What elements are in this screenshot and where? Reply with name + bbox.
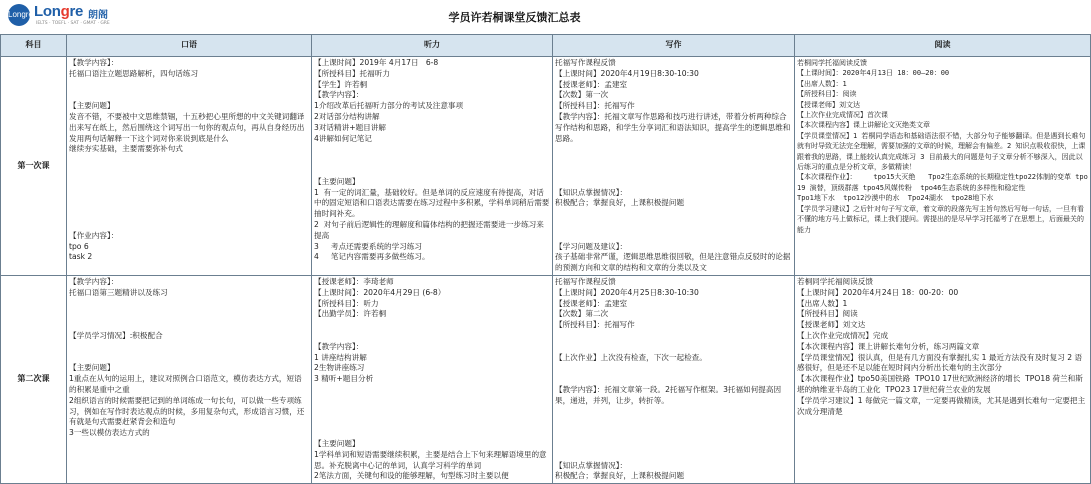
table-header-row (1, 35, 1091, 57)
feedback-table (0, 34, 1091, 484)
table-row (1, 57, 1091, 276)
writing-cell (553, 57, 795, 276)
cell-text: 【教学内容】： 托福口语注立题思路解析，四句话练习 【主要问题】 发音不错，不要被中文思维禁锢，十五秒把心里所想的中文关键词翻译出来写在纸上，然后围绕这个词写出一句你的观点句，再从自身经历出发用两句话解释一下这个词对你来说到底是什么 继续夯实基础，主要需要弥补句式 【作业内容】： tpo 6 task 2 (69, 58, 305, 262)
table-row (1, 276, 1091, 484)
listening-cell (312, 57, 553, 276)
row-label: 第二次课 (1, 276, 67, 484)
speaking-cell (67, 276, 312, 484)
cell-text: 若桐同学托福阅读反馈 【上课时间】：2020年4月13日 18：00—20：00 【出席人数】：1 【所授科目】：阅读 【授课老师】刘文达 【上次作业完成情况】首次课 【本次课程内容】课上讲解论文灭绝类文章 【学员课堂情况】1 若桐同学语态和基础语法很不错，大部分句子能够翻译。但是遇到长难句就有时导致无法完全理解，需要加强的文章的时候，理解会有偏差。2 知识点吸收很快，上课跟着我的思路，课上能较认真完成练习 3 目前最大的问题是句子文章分析不够深入，因此以后练习的重点是分析文章，多做精读！ 【本次课程作业】： tpo15大灭绝 Tpo2生态系统的长期稳定性tpo22体制的变革 tpo19 演替，顶级群落 tpo45风媒传粉 tpo46生态系统的多样性和稳定性 Tpo1地下水 tpo12沙漠中的水 Tpo24湖水 tpo28地下水 【学员学习建议】之后针对句子写文章，着文章的段落先写主旨句然后写每一句话，一旦有看不懂的地方马上做标记，课上我们提问。需提出的是尽早学习托福考了在思想上，后面最关的能力 (797, 59, 1088, 234)
writing-cell (553, 276, 795, 484)
page-title: 学员许若桐课堂反馈汇总表 (448, 11, 581, 24)
cell-text: 【教学内容】： 托福口语第三题精讲以及练习 【学员学习情况】:积极配合 【主要问题】 1重点在从句的运用上，建议对照例合口语范文，模仿表达方式，短语的积累是重中之重 2组织语言的时候需要把记到的单词练成一句长句，可以做一些专项练习，例如在写作时表达观点的时候，多用复杂句式，形成语言习惯，还有就是句式需要赶紧背会和造句 3一些以模仿表达方式的 (69, 277, 305, 438)
cell-text: 【授课老师】：李琦老师 【上课时间】：2020年4月29日 (6-8） 【所授科目】：听力 【出勤学员】：许若桐 【教学内容】： 1 讲座结构讲解 2生物讲座练习 3 精听+题目分析 【主要问题】 1学科单词和短语需要继续积累，主要是结合上下句来理解语境里的意思。补充脱离中心记的单词，认真学习科学的单词 2笔法方面，关键句和设的能够理解，句型练习时主要以便 (314, 277, 547, 481)
row-label: 第一次课 (1, 57, 67, 276)
cell-text: 托福写作课程反馈 【上课时间】2020年4月19日8:30-10:30 【授课老师】：孟建室 【次数】第一次 【所授科目】：托福写作 【教学内容】：托福文章写作思路和技巧进行讲述，带着分析两种综合写作结构和思路，和学生分享词汇和语法知识，提高学生的逻辑思维和思路。 【知识点掌握情况】： 积极配合；掌握良好，上课积极提问题 【学习问题及建议】： 孩子基础非常严谨，逻辑思维思维很回敬，但是注意错点反驳时的论据的预测方向和文章的结构和文章的分类以及文 (555, 58, 791, 273)
column-header-listening: 听力 (312, 35, 553, 57)
reading-cell (795, 57, 1091, 276)
cell-text: 托福写作课程反馈 【上课时间】2020年4月25日8:30-10:30 【授课老师】：孟建室 【次数】第二次 【所授科目】：托福写作 【上次作业】上次没有检查，下次一起检查。 【教学内容】：托福文章第一段。2托福写作框架。3托福如何提高因果，递进，并列，让步，转折等。 【知识点掌握情况】： 积极配合；掌握良好，上课积极提问题 (555, 277, 782, 481)
column-header-speaking: 口语 (67, 35, 312, 57)
column-header-writing: 写作 (553, 35, 795, 57)
logo-badge-icon: Longre (8, 4, 30, 26)
logo-chinese: 朗阁 (88, 10, 108, 21)
logo-word: Longre (34, 3, 84, 20)
column-header-reading: 阅读 (795, 35, 1091, 57)
cell-text: 【上课时间】2019年 4月17日 6-8 【所授科目】托福听力 【学生】许若桐 【教学内容】： 1介绍改革后托福听力部分的考试及注意事项 2对话部分结构讲解 3对话精讲+题目讲解 4讲解如何记笔记 【主要问题】 1 有一定的词汇量，基础较好。但是单词的反应速度有待提高，对话中的固定短语和口语表达需要在练习过程中多积累，学科单词稍后需要抽时间补充。 2 对句子前后逻辑性的理解度和篇体结构的把握还需要进一步练习来提高 3 考点还需要系统的学习练习 4 笔记内容需要再多做些练习。 (314, 58, 550, 262)
speaking-cell (67, 57, 312, 276)
page-header (0, 0, 1029, 34)
reading-cell (795, 276, 1091, 484)
logo-subtitle: IELTS · TOEFL · SAT · GMAT · GRE (36, 21, 110, 26)
cell-text: 若桐同学托福阅读反馈 【上课时间】2020年4月24日 18：00-20：00 【出席人数】1 【所授科目】阅读 【授课老师】刘文达 【上次作业完成情况】完成 【本次课程内容】课上讲解长难句分析，练习两篇文章 【学员课堂情况】很认真，但是有几方面没有掌握扎实 1 最近方法没有及时复习 2 语感很好，但是还不足以能在短时间内分析出长难句的主次部分 【本次课程作业】tpo50美国铁路 TPO10 17世纪欧洲经济的增长 TPO18 荷兰和斯堪的纳维亚半岛的工业化 TPO23 17世纪荷兰农业的发展 【学员学习建议】1 每做完一篇文章，一定要再做精读，尤其是遇到长难句一定要把主次成分理清楚 (797, 277, 1086, 416)
listening-cell (312, 276, 553, 484)
column-header-subject: 科目 (1, 35, 67, 57)
